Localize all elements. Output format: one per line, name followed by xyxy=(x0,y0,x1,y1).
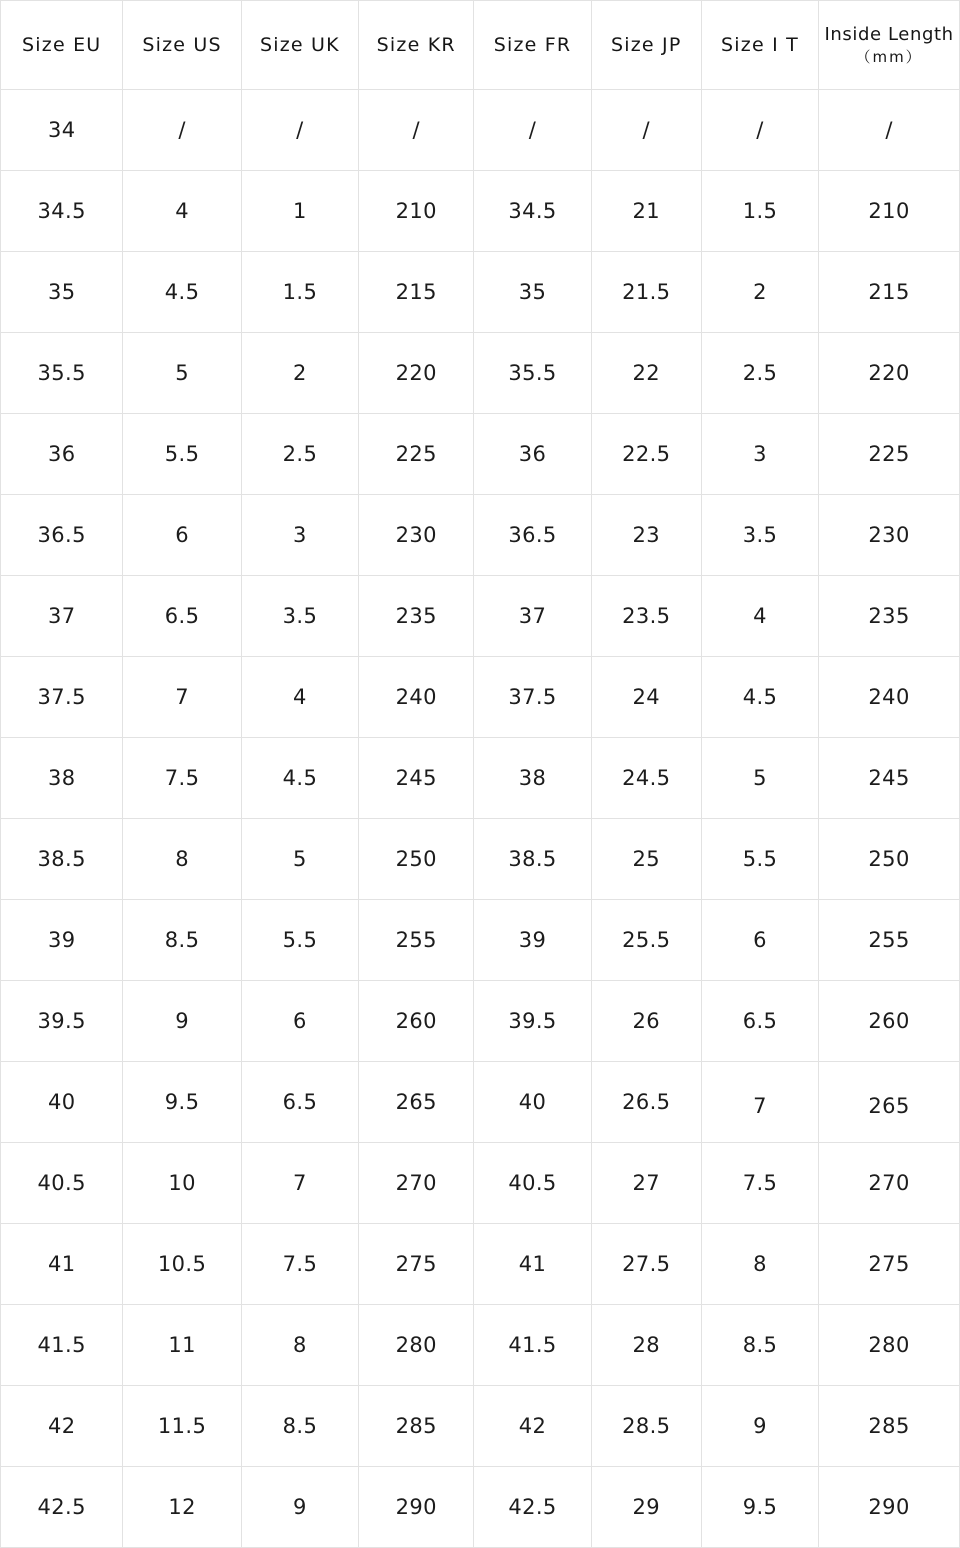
table-row xyxy=(1,414,960,495)
cell-size-fr: 38.5 xyxy=(474,819,591,900)
cell-size-us: 8 xyxy=(123,819,241,900)
cell-size-us: 9 xyxy=(123,981,241,1062)
table-row xyxy=(1,90,960,171)
cell-size-uk: 7.5 xyxy=(241,1224,358,1305)
cell-size-it: 7.5 xyxy=(701,1143,818,1224)
cell-size-uk: 1 xyxy=(241,171,358,252)
cell-size-jp: 22.5 xyxy=(591,414,701,495)
cell-size-uk: 1.5 xyxy=(241,252,358,333)
cell-size-fr: 40.5 xyxy=(474,1143,591,1224)
table-body xyxy=(1,90,960,1548)
cell-size-uk: / xyxy=(241,90,358,171)
cell-size-uk: 5 xyxy=(241,819,358,900)
cell-size-kr: 250 xyxy=(359,819,474,900)
cell-size-us: 10.5 xyxy=(123,1224,241,1305)
cell-size-it: 9.5 xyxy=(701,1467,818,1548)
cell-size-eu: 36.5 xyxy=(1,495,123,576)
cell-inside-length: 280 xyxy=(819,1305,960,1386)
cell-size-us: 5.5 xyxy=(123,414,241,495)
cell-size-fr: 36.5 xyxy=(474,495,591,576)
cell-inside-length: 245 xyxy=(819,738,960,819)
cell-size-it: / xyxy=(701,90,818,171)
cell-size-it: 5.5 xyxy=(701,819,818,900)
cell-size-eu: 38.5 xyxy=(1,819,123,900)
cell-size-us: 4 xyxy=(123,171,241,252)
cell-size-kr: 270 xyxy=(359,1143,474,1224)
column-header-size-us: Size US xyxy=(123,1,241,90)
cell-size-uk: 4.5 xyxy=(241,738,358,819)
cell-size-jp: 23.5 xyxy=(591,576,701,657)
column-header-size-uk: Size UK xyxy=(241,1,358,90)
cell-size-eu: 36 xyxy=(1,414,123,495)
cell-size-fr: 37.5 xyxy=(474,657,591,738)
cell-inside-length xyxy=(819,1062,960,1143)
cell-size-it: 2.5 xyxy=(701,333,818,414)
cell-size-fr: 37 xyxy=(474,576,591,657)
cell-size-eu: 41 xyxy=(1,1224,123,1305)
cell-size-fr: 39.5 xyxy=(474,981,591,1062)
cell-size-jp: 28 xyxy=(591,1305,701,1386)
cell-inside-length: 215 xyxy=(819,252,960,333)
cell-size-uk: 3 xyxy=(241,495,358,576)
cell-size-fr: 39 xyxy=(474,900,591,981)
cell-size-jp: 26 xyxy=(591,981,701,1062)
cell-inside-length: 270 xyxy=(819,1143,960,1224)
cell-size-fr: 35 xyxy=(474,252,591,333)
cell-inside-length: 230 xyxy=(819,495,960,576)
cell-size-fr: 36 xyxy=(474,414,591,495)
cell-size-jp: 28.5 xyxy=(591,1386,701,1467)
cell-size-jp: 25.5 xyxy=(591,900,701,981)
table-row xyxy=(1,1143,960,1224)
cell-size-eu: 34.5 xyxy=(1,171,123,252)
cell-size-eu: 34 xyxy=(1,90,123,171)
cell-size-uk: 8 xyxy=(241,1305,358,1386)
table-header-row xyxy=(1,1,960,90)
table-row xyxy=(1,738,960,819)
cell-size-it: 3.5 xyxy=(701,495,818,576)
column-header-size-fr: Size FR xyxy=(474,1,591,90)
cell-size-fr: 35.5 xyxy=(474,333,591,414)
column-header-inside-length xyxy=(819,1,960,90)
cell-size-kr: 280 xyxy=(359,1305,474,1386)
cell-size-uk: 3.5 xyxy=(241,576,358,657)
table-row xyxy=(1,657,960,738)
cell-inside-length: 290 xyxy=(819,1467,960,1548)
cell-size-it: 8.5 xyxy=(701,1305,818,1386)
cell-size-eu: 35.5 xyxy=(1,333,123,414)
cell-size-jp: / xyxy=(591,90,701,171)
cell-size-uk: 2 xyxy=(241,333,358,414)
cell-size-eu: 40.5 xyxy=(1,1143,123,1224)
cell-size-uk: 7 xyxy=(241,1143,358,1224)
cell-size-it: 4 xyxy=(701,576,818,657)
cell-inside-length: 235 xyxy=(819,576,960,657)
table-row xyxy=(1,1062,960,1143)
cell-size-eu: 35 xyxy=(1,252,123,333)
cell-size-kr: 245 xyxy=(359,738,474,819)
table-row xyxy=(1,1305,960,1386)
table-row xyxy=(1,1386,960,1467)
cell-size-it: 1.5 xyxy=(701,171,818,252)
cell-inside-length: 285 xyxy=(819,1386,960,1467)
cell-size-eu: 37.5 xyxy=(1,657,123,738)
cell-inside-length: 260 xyxy=(819,981,960,1062)
cell-size-us: 10 xyxy=(123,1143,241,1224)
cell-size-us: 4.5 xyxy=(123,252,241,333)
cell-size-it: 6 xyxy=(701,900,818,981)
cell-inside-length: 220 xyxy=(819,333,960,414)
table-row xyxy=(1,252,960,333)
cell-size-kr: 225 xyxy=(359,414,474,495)
cell-size-kr: 220 xyxy=(359,333,474,414)
column-header-size-it: Size I T xyxy=(701,1,818,90)
cell-size-us: 9.5 xyxy=(123,1062,241,1143)
cell-size-fr: 40 xyxy=(474,1062,591,1143)
table-row xyxy=(1,1224,960,1305)
column-header-size-kr: Size KR xyxy=(359,1,474,90)
cell-size-us: 12 xyxy=(123,1467,241,1548)
cell-size-us: 7 xyxy=(123,657,241,738)
cell-size-it: 2 xyxy=(701,252,818,333)
cell-size-jp: 23 xyxy=(591,495,701,576)
cell-size-jp: 22 xyxy=(591,333,701,414)
cell-inside-length: / xyxy=(819,90,960,171)
cell-inside-length: 250 xyxy=(819,819,960,900)
cell-size-eu: 37 xyxy=(1,576,123,657)
cell-size-fr: 34.5 xyxy=(474,171,591,252)
cell-size-kr: 255 xyxy=(359,900,474,981)
cell-size-uk: 2.5 xyxy=(241,414,358,495)
cell-value: 7 xyxy=(753,1094,767,1118)
cell-size-jp: 21 xyxy=(591,171,701,252)
cell-size-us: 11 xyxy=(123,1305,241,1386)
table-header xyxy=(1,1,960,90)
cell-size-kr: 240 xyxy=(359,657,474,738)
cell-size-kr: 265 xyxy=(359,1062,474,1143)
cell-size-us: 11.5 xyxy=(123,1386,241,1467)
cell-size-us: 6 xyxy=(123,495,241,576)
cell-size-uk: 9 xyxy=(241,1467,358,1548)
cell-size-us: 8.5 xyxy=(123,900,241,981)
cell-size-uk: 6.5 xyxy=(241,1062,358,1143)
cell-size-uk: 5.5 xyxy=(241,900,358,981)
column-header-size-jp: Size JP xyxy=(591,1,701,90)
cell-size-jp: 24.5 xyxy=(591,738,701,819)
cell-size-kr: 230 xyxy=(359,495,474,576)
cell-size-it: 9 xyxy=(701,1386,818,1467)
inside-length-unit: （mm） xyxy=(855,47,923,66)
cell-size-jp: 27.5 xyxy=(591,1224,701,1305)
cell-size-fr: 42.5 xyxy=(474,1467,591,1548)
cell-size-eu: 40 xyxy=(1,1062,123,1143)
table-row xyxy=(1,495,960,576)
cell-inside-length: 225 xyxy=(819,414,960,495)
table-row xyxy=(1,1467,960,1548)
cell-size-jp: 25 xyxy=(591,819,701,900)
cell-size-jp: 21.5 xyxy=(591,252,701,333)
table-row xyxy=(1,900,960,981)
cell-size-kr: 290 xyxy=(359,1467,474,1548)
cell-size-fr: 41 xyxy=(474,1224,591,1305)
cell-size-it: 5 xyxy=(701,738,818,819)
cell-size-eu: 38 xyxy=(1,738,123,819)
cell-size-us: 6.5 xyxy=(123,576,241,657)
cell-inside-length: 240 xyxy=(819,657,960,738)
cell-size-kr: / xyxy=(359,90,474,171)
cell-size-it: 8 xyxy=(701,1224,818,1305)
cell-size-us: 7.5 xyxy=(123,738,241,819)
cell-size-kr: 285 xyxy=(359,1386,474,1467)
table-row xyxy=(1,576,960,657)
cell-size-jp: 24 xyxy=(591,657,701,738)
cell-size-us: / xyxy=(123,90,241,171)
cell-size-kr: 260 xyxy=(359,981,474,1062)
cell-size-eu: 39 xyxy=(1,900,123,981)
cell-size-uk: 6 xyxy=(241,981,358,1062)
cell-size-kr: 210 xyxy=(359,171,474,252)
cell-size-uk: 8.5 xyxy=(241,1386,358,1467)
cell-size-fr: 42 xyxy=(474,1386,591,1467)
cell-size-fr: 38 xyxy=(474,738,591,819)
cell-size-uk: 4 xyxy=(241,657,358,738)
cell-size-jp: 27 xyxy=(591,1143,701,1224)
cell-size-kr: 215 xyxy=(359,252,474,333)
cell-size-kr: 275 xyxy=(359,1224,474,1305)
cell-size-eu: 41.5 xyxy=(1,1305,123,1386)
inside-length-label: Inside Length xyxy=(824,23,954,45)
table-row xyxy=(1,333,960,414)
cell-inside-length: 255 xyxy=(819,900,960,981)
cell-size-eu: 42.5 xyxy=(1,1467,123,1548)
cell-size-it xyxy=(701,1062,818,1143)
table-row xyxy=(1,171,960,252)
table-row xyxy=(1,981,960,1062)
cell-size-jp: 26.5 xyxy=(591,1062,701,1143)
cell-size-eu: 42 xyxy=(1,1386,123,1467)
cell-inside-length: 275 xyxy=(819,1224,960,1305)
cell-size-fr: 41.5 xyxy=(474,1305,591,1386)
column-header-size-eu: Size EU xyxy=(1,1,123,90)
table-row xyxy=(1,819,960,900)
cell-value: 265 xyxy=(868,1094,910,1118)
cell-size-fr: / xyxy=(474,90,591,171)
cell-size-it: 6.5 xyxy=(701,981,818,1062)
cell-size-it: 3 xyxy=(701,414,818,495)
cell-size-us: 5 xyxy=(123,333,241,414)
cell-size-kr: 235 xyxy=(359,576,474,657)
cell-size-eu: 39.5 xyxy=(1,981,123,1062)
cell-size-jp: 29 xyxy=(591,1467,701,1548)
cell-size-it: 4.5 xyxy=(701,657,818,738)
cell-inside-length: 210 xyxy=(819,171,960,252)
